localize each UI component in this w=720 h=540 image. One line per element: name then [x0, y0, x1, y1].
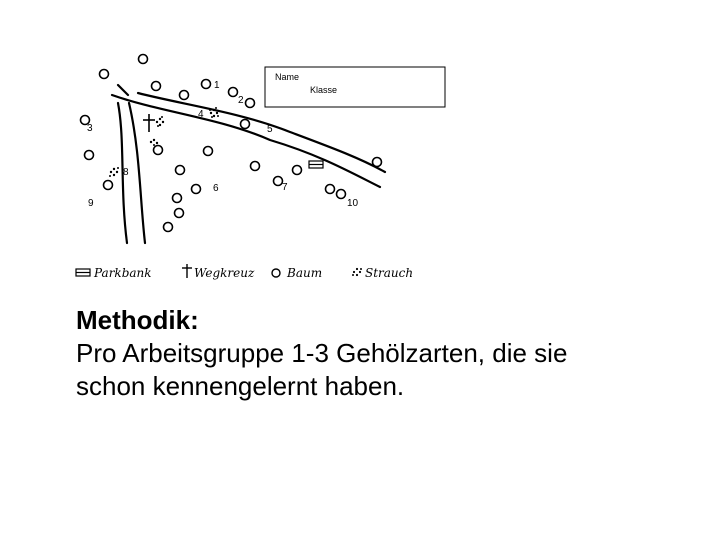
tree-icon: [246, 99, 255, 108]
bench-icon: [76, 269, 90, 276]
name-label: Name: [275, 72, 300, 82]
map-number: 6: [213, 183, 219, 194]
tree-icon: [202, 80, 211, 89]
map-number: 4: [198, 109, 204, 120]
map-number: 2: [238, 95, 244, 106]
tree-icon: [204, 147, 213, 156]
map-number: 3: [87, 123, 93, 134]
method-text: [76, 304, 696, 403]
cross-icon: [182, 264, 192, 278]
class-label: Klasse: [310, 85, 338, 95]
tree-icon: [85, 151, 94, 160]
shrub-icon: [156, 116, 164, 127]
path-inner-left: [129, 103, 145, 243]
legend-cross-label: Wegkreuz: [194, 266, 255, 280]
tree-icon: [154, 146, 163, 155]
path-upper-branch: [118, 85, 128, 95]
tree-icon: [176, 166, 185, 175]
map-number: 9: [88, 198, 94, 209]
map-number: 7: [282, 182, 288, 193]
cross-icon: [143, 114, 155, 132]
tree-icon: [175, 209, 184, 218]
tree-icon: [139, 55, 148, 64]
tree-icon: [164, 223, 173, 232]
map-number: 1: [214, 80, 220, 91]
map-number: 5: [267, 124, 273, 135]
shrub-icon: [109, 167, 119, 177]
map-number: 8: [123, 167, 129, 178]
shrub-icon: [352, 268, 362, 276]
bench-icon: [309, 161, 323, 168]
tree-icon: [100, 70, 109, 79]
tree-icon: [326, 185, 335, 194]
tree-icon: [192, 185, 201, 194]
map-legend: [76, 264, 413, 280]
tree-icon: [173, 194, 182, 203]
tree-icon: [251, 162, 260, 171]
tree-icon: [293, 166, 302, 175]
tree-icon: [241, 120, 250, 129]
method-line-2: schon kennengelernt haben.: [76, 371, 405, 401]
legend-shrub-label: Strauch: [365, 266, 414, 280]
tree-icon: [180, 91, 189, 100]
tree-icon: [373, 158, 382, 167]
tree-icon: [272, 269, 280, 277]
method-heading: Methodik:: [76, 305, 199, 335]
tree-icon: [152, 82, 161, 91]
map-number: 10: [347, 198, 359, 209]
method-line-1: Pro Arbeitsgruppe 1-3 Gehölzarten, die sie: [76, 338, 568, 368]
legend-tree-label: Baum: [287, 266, 323, 280]
tree-icon: [337, 190, 346, 199]
map-paths: [112, 85, 385, 243]
tree-icon: [104, 181, 113, 190]
legend-bench-label: Parkbank: [94, 266, 152, 280]
tree-icon: [229, 88, 238, 97]
path-diagonal-upper: [112, 95, 380, 187]
